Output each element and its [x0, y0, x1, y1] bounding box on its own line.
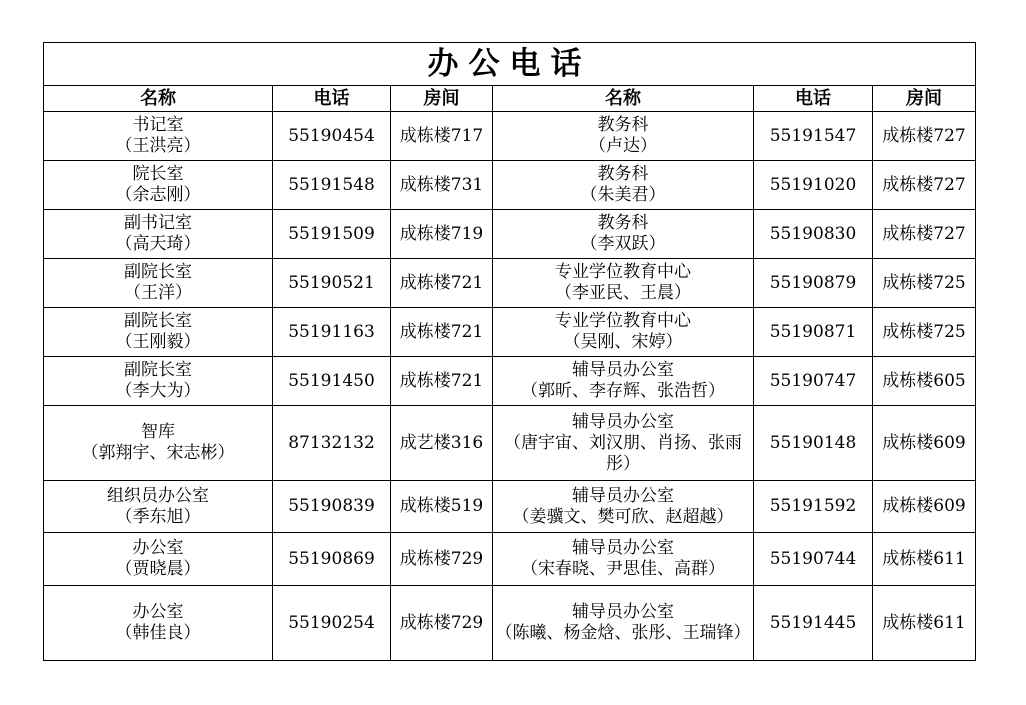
table-row: [44, 112, 976, 161]
person-names: （李双跃）: [580, 234, 666, 254]
office-name: 智库: [141, 422, 175, 442]
phone-cell: 55190454: [273, 112, 391, 161]
room-cell: 成栋楼731: [391, 161, 493, 210]
table-row: [44, 357, 976, 406]
room-cell: 成栋楼605: [873, 357, 976, 406]
name-cell: [44, 259, 273, 308]
name-cell: [44, 112, 273, 161]
phone-cell: 55190869: [273, 533, 391, 586]
name-cell: [44, 357, 273, 406]
room-cell: 成栋楼725: [873, 259, 976, 308]
room-cell: 成栋楼729: [391, 533, 493, 586]
phone-cell: 55190148: [754, 406, 873, 481]
phone-cell: 55191547: [754, 112, 873, 161]
phone-cell: 55190747: [754, 357, 873, 406]
header-room-left: 房间: [391, 86, 493, 112]
header-row: [44, 86, 976, 112]
name-cell: [493, 308, 754, 357]
name-cell: [493, 112, 754, 161]
phone-cell: 55191450: [273, 357, 391, 406]
person-names: （贾晓晨）: [115, 559, 201, 579]
name-cell: [493, 406, 754, 481]
person-names: （李大为）: [115, 381, 201, 401]
phone-cell: 87132132: [273, 406, 391, 481]
table-row: [44, 481, 976, 533]
header-room-right: 房间: [873, 86, 976, 112]
person-names: （郭昕、李存辉、张浩哲）: [521, 381, 725, 401]
office-name: 教务科: [597, 164, 649, 184]
person-names: （韩佳良）: [115, 623, 201, 643]
office-name: 辅导员办公室: [572, 602, 674, 622]
phone-cell: 55190879: [754, 259, 873, 308]
room-cell: 成艺楼316: [391, 406, 493, 481]
office-name: 办公室: [132, 538, 184, 558]
name-cell: [493, 586, 754, 661]
room-cell: 成栋楼721: [391, 357, 493, 406]
name-cell: [493, 533, 754, 586]
header-phone-right: 电话: [754, 86, 873, 112]
office-name: 辅导员办公室: [572, 538, 674, 558]
name-cell: [44, 210, 273, 259]
phone-cell: 55190521: [273, 259, 391, 308]
person-names: （吴刚、宋婷）: [563, 332, 683, 352]
office-name: 副书记室: [124, 213, 192, 233]
name-cell: [44, 161, 273, 210]
person-names: （姜骥文、樊可欣、赵超越）: [512, 506, 734, 527]
office-name: 辅导员办公室: [572, 485, 674, 506]
office-name: 组织员办公室: [107, 485, 209, 506]
office-name: 副院长室: [124, 360, 192, 380]
phone-cell: 55190871: [754, 308, 873, 357]
office-name: 办公室: [132, 602, 184, 622]
phone-cell: 55191445: [754, 586, 873, 661]
person-names: （季东旭）: [115, 506, 201, 527]
phone-cell: 55191509: [273, 210, 391, 259]
phone-cell: 55191163: [273, 308, 391, 357]
person-names: （王刚毅）: [115, 332, 201, 352]
room-cell: 成栋楼519: [391, 481, 493, 533]
room-cell: 成栋楼721: [391, 308, 493, 357]
sheet-title: 办公电话: [44, 43, 976, 86]
office-name: 专业学位教育中心: [555, 262, 691, 282]
room-cell: 成栋楼729: [391, 586, 493, 661]
table-row: [44, 259, 976, 308]
header-phone-left: 电话: [273, 86, 391, 112]
phone-cell: 55190254: [273, 586, 391, 661]
office-name: 辅导员办公室: [572, 411, 674, 432]
room-cell: 成栋楼717: [391, 112, 493, 161]
office-name: 教务科: [597, 115, 649, 135]
office-name: 教务科: [597, 213, 649, 233]
office-name: 辅导员办公室: [572, 360, 674, 380]
name-cell: [493, 481, 754, 533]
phone-cell: 55190839: [273, 481, 391, 533]
phone-cell: 55190744: [754, 533, 873, 586]
room-cell: 成栋楼721: [391, 259, 493, 308]
name-cell: [44, 586, 273, 661]
office-name: 院长室: [132, 164, 184, 184]
phone-cell: 55191548: [273, 161, 391, 210]
name-cell: [493, 210, 754, 259]
name-cell: [493, 357, 754, 406]
office-name: 副院长室: [124, 262, 192, 282]
room-cell: 成栋楼609: [873, 406, 976, 481]
room-cell: 成栋楼609: [873, 481, 976, 533]
name-cell: [44, 308, 273, 357]
office-name: 副院长室: [124, 311, 192, 331]
person-names: （郭翔宇、宋志彬）: [81, 443, 235, 463]
phone-cell: 55191592: [754, 481, 873, 533]
person-names: （王洪亮）: [115, 136, 201, 156]
person-names: （朱美君）: [580, 185, 666, 205]
office-name: 专业学位教育中心: [555, 311, 691, 331]
phone-cell: 55191020: [754, 161, 873, 210]
header-name-left: 名称: [44, 86, 273, 112]
office-phone-table: [43, 42, 976, 661]
person-names: （王洋）: [124, 283, 192, 303]
person-names: （李亚民、王晨）: [555, 283, 691, 303]
person-names: （余志刚）: [115, 185, 201, 205]
room-cell: 成栋楼727: [873, 112, 976, 161]
person-names: （宋春晓、尹思佳、高群）: [521, 559, 725, 579]
room-cell: 成栋楼727: [873, 161, 976, 210]
header-name-right: 名称: [493, 86, 754, 112]
person-names: （陈曦、杨金焓、张彤、王瑞锋）: [495, 623, 751, 643]
table-row: [44, 210, 976, 259]
room-cell: 成栋楼719: [391, 210, 493, 259]
name-cell: [44, 406, 273, 481]
table-row: [44, 161, 976, 210]
table-row: [44, 406, 976, 481]
table-row: [44, 586, 976, 661]
person-names: （卢达）: [589, 136, 657, 156]
phone-cell: 55190830: [754, 210, 873, 259]
name-cell: [493, 259, 754, 308]
room-cell: 成栋楼727: [873, 210, 976, 259]
room-cell: 成栋楼725: [873, 308, 976, 357]
person-names: （唐宇宙、刘汉朋、肖扬、张雨彤）: [504, 432, 742, 474]
name-cell: [44, 481, 273, 533]
table-row: [44, 308, 976, 357]
table-row: [44, 533, 976, 586]
office-name: 书记室: [132, 115, 184, 135]
room-cell: 成栋楼611: [873, 533, 976, 586]
name-cell: [44, 533, 273, 586]
person-names: （高天琦）: [115, 234, 201, 254]
name-cell: [493, 161, 754, 210]
room-cell: 成栋楼611: [873, 586, 976, 661]
